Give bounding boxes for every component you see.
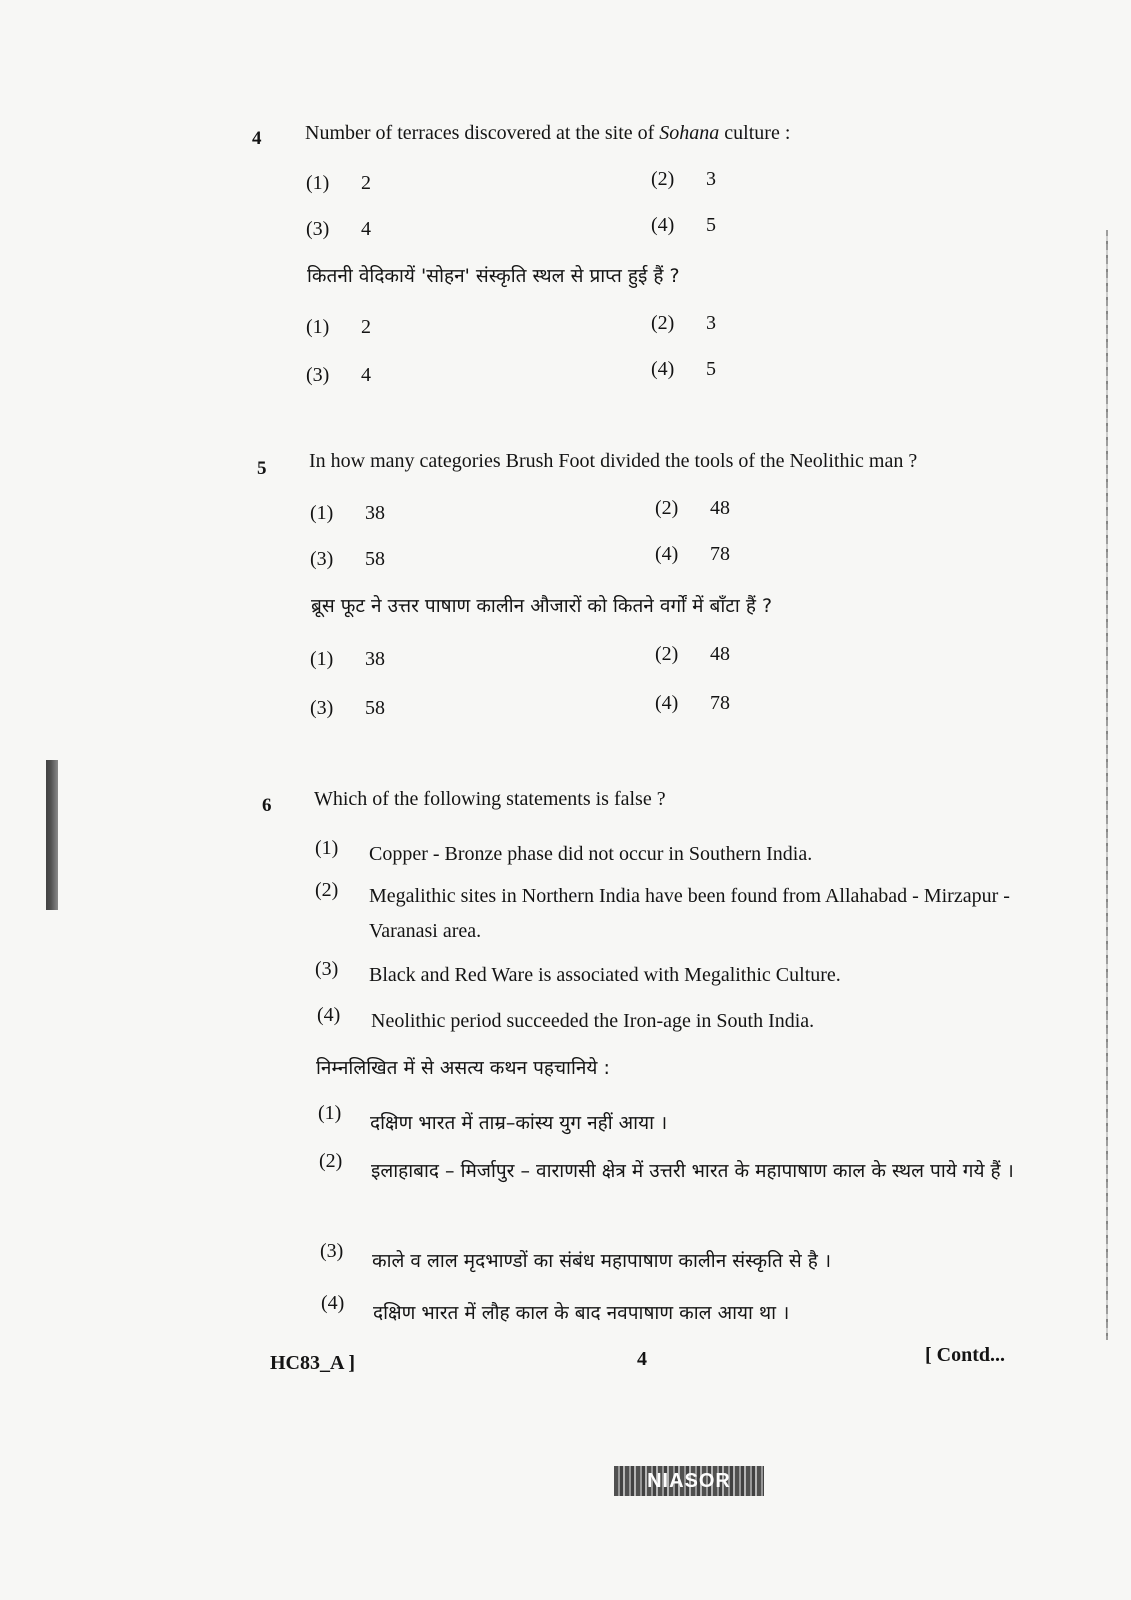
q4-hi-option-1: (1) 2 (306, 316, 371, 338)
q5-en-option-3: (3) 58 (310, 548, 385, 570)
exam-page: 4 Number of terraces discovered at the site of Sohana culture : (1) 2 (2) 3 (3) 4 (4) 5 कितनी वेदिकायें 'सोहन' संस्कृति स्थल से प्राप्त हुई हैं ? (1) 2 (2) 3 (3) 4 (4) 5 5 In how many categories Brush Foot divided the tools of the Neolithic man ? (1) 38 (2) 48 (3) 58 (4) 78 ब्रूस फूट ने उत्तर पाषाण कालीन औजारों को कितने वर्गों में बाँटा हैं ? (1) 38 (2) 48 (3) 58 (4) 78 6 Which of the following statements is false ? (1) Copper - Bronze phase did not occur in Southern India. (2) Megalithic sites in Northern India have been found from Allahabad - Mirzapur - Varanasi area. (3) Black and Red Ware is associated with Megalithic Culture. (4) Neolithic period succeeded the Iron-age in South India. निम्नलिखित में से असत्य कथन पहचानिये : (1) दक्षिण भारत में ताम्र–कांस्य युग नहीं आया । (2) इलाहाबाद – मिर्जापुर – वाराणसी क्षेत्र में उत्तरी भारत के महापाषाण काल के स्थल पाये गये हैं । (3) काले व लाल मृदभाण्डों का संबंध महापाषाण कालीन संस्कृति से है । (4) दक्षिण भारत में लौह काल के बाद नवपाषाण काल आया था । HC83_A ] 4 [ Contd... NIASOR (0, 0, 1131, 1600)
question-4-english-stem (305, 122, 790, 145)
q4-en-option-4: (4) 5 (651, 214, 716, 236)
q4-hi-option-2: (2) 3 (651, 312, 716, 334)
q4-hi-option-4: (4) 5 (651, 358, 716, 380)
continued-label: [ Contd... (925, 1344, 1006, 1366)
q5-en-option-4: (4) 78 (655, 543, 730, 565)
paper-code: HC83_A ] (270, 1352, 355, 1374)
q5-en-option-1: (1) 38 (310, 502, 385, 524)
question-5-number: 5 (257, 458, 267, 479)
question-5-english-stem: In how many categories Brush Foot divided the tools of the Neolithic man ? (309, 450, 918, 472)
question-6-english-stem: Which of the following statements is false ? (314, 788, 666, 810)
q4-en-option-2: (2) 3 (651, 168, 716, 190)
printer-stamp: NIASOR (614, 1466, 764, 1496)
q5-hi-option-4: (4) 78 (655, 692, 730, 714)
question-6-hindi-stem: निम्नलिखित में से असत्य कथन पहचानिये : (316, 1057, 610, 1079)
question-4-stem-suffix: culture : (719, 122, 791, 144)
q4-en-option-1: (1) 2 (306, 172, 371, 194)
q5-en-option-2: (2) 48 (655, 497, 730, 519)
q5-hi-option-2: (2) 48 (655, 643, 730, 665)
q5-hi-option-1: (1) 38 (310, 648, 385, 670)
q5-hi-option-3: (3) 58 (310, 697, 385, 719)
question-6-number: 6 (262, 795, 272, 816)
question-5-hindi-stem: ब्रूस फूट ने उत्तर पाषाण कालीन औजारों को कितने वर्गों में बाँटा हैं ? (311, 595, 773, 617)
page-number: 4 (637, 1348, 647, 1370)
question-4-hindi-stem: कितनी वेदिकायें 'सोहन' संस्कृति स्थल से प्राप्त हुई हैं ? (307, 265, 680, 287)
q4-hi-option-3: (3) 4 (306, 364, 371, 386)
scan-edge-left (46, 760, 58, 910)
question-4-stem-italic: Sohana (659, 122, 720, 144)
question-4-stem-text: Number of terraces discovered at the site of (305, 122, 660, 144)
q4-en-option-3: (3) 4 (306, 218, 371, 240)
question-4-number: 4 (252, 128, 262, 149)
scan-edge-right (1106, 230, 1108, 1340)
